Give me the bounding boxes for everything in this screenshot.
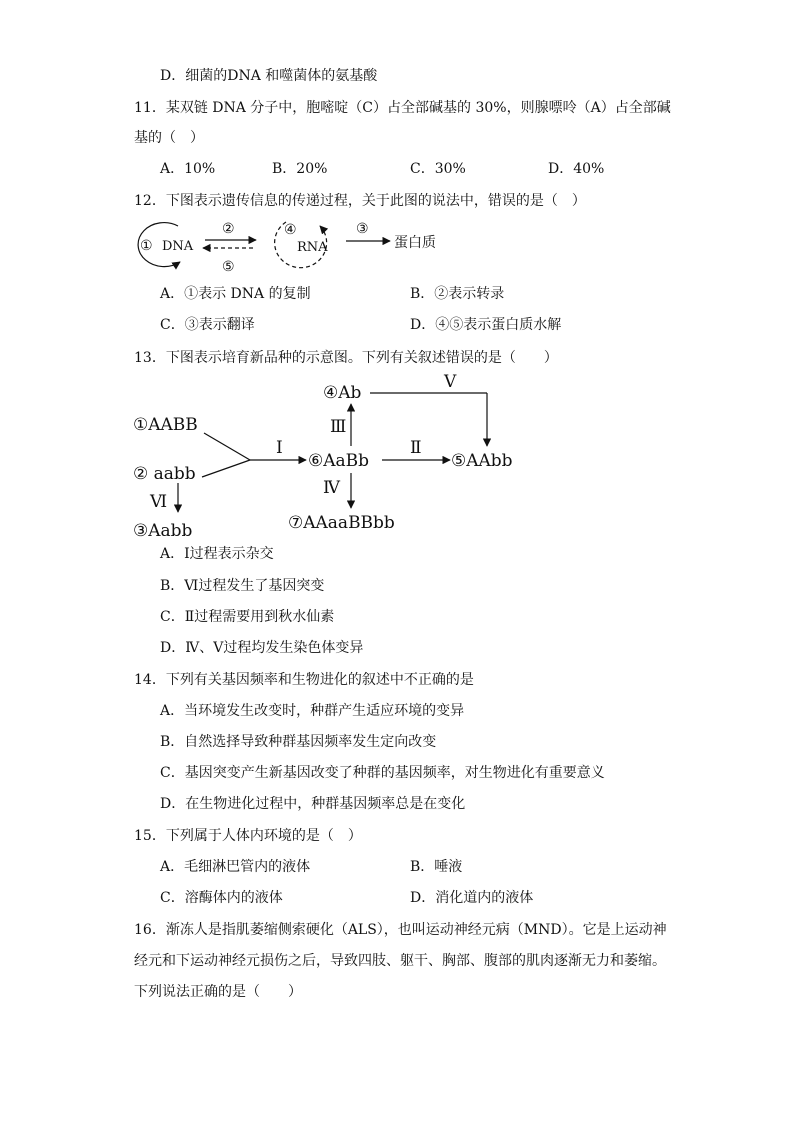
genotype-1: ①AABB xyxy=(133,415,198,435)
q11-option-c: C．30% xyxy=(410,161,466,177)
label-rna: RNA xyxy=(297,240,328,255)
process-4-label: Ⅳ xyxy=(323,478,340,498)
cross-line-bottom xyxy=(202,460,250,477)
q12-option-b: B．②表示转录 xyxy=(410,286,505,302)
q14-stem: 14．下列有关基因频率和生物进化的叙述中不正确的是 xyxy=(134,672,474,688)
q12-central-dogma-diagram xyxy=(138,221,436,275)
q14-option-c: C．基因突变产生新基因改变了种群的基因频率，对生物进化有重要意义 xyxy=(160,765,605,781)
q11-option-d: D．40% xyxy=(548,161,605,177)
genotype-6: ⑥AaBb xyxy=(308,451,370,471)
q15-option-a: A．毛细淋巴管内的液体 xyxy=(160,859,311,875)
q12-stem: 12．下图表示遗传信息的传递过程，关于此图的说法中，错误的是（ ） xyxy=(134,193,586,209)
q15-option-c: C．溶酶体内的液体 xyxy=(160,890,283,906)
label-n4: ④ xyxy=(284,222,297,238)
q15-stem: 15．下列属于人体内环境的是（ ） xyxy=(134,828,362,844)
genotype-2: ② aabb xyxy=(133,464,196,484)
q15-option-d: D．消化道内的液体 xyxy=(410,890,534,906)
genotype-5: ⑤AAbb xyxy=(451,451,513,471)
q12-option-a: A．①表示 DNA 的复制 xyxy=(160,286,311,302)
genotype-3: ③Aabb xyxy=(133,521,193,541)
q13-breeding-diagram xyxy=(133,372,513,541)
process-2-label: Ⅱ xyxy=(410,438,422,458)
q13-stem: 13．下图表示培育新品种的示意图。下列有关叙述错误的是（ ） xyxy=(134,350,558,366)
q14-option-d: D．在生物进化过程中，种群基因频率总是在变化 xyxy=(160,796,466,812)
q13-option-d: D．Ⅳ、Ⅴ过程均发生染色体变异 xyxy=(160,640,364,656)
genotype-7: ⑦AAaaBBbb xyxy=(288,513,395,533)
q12-option-c: C．③表示翻译 xyxy=(160,317,255,333)
q13-option-b: B．Ⅵ过程发生了基因突变 xyxy=(160,578,325,594)
cross-line-top xyxy=(204,433,250,460)
genotype-4: ④Ab xyxy=(323,383,362,403)
q11-option-a: A．10% xyxy=(160,161,216,177)
q10-option-d: D．细菌的DNA 和噬菌体的氨基酸 xyxy=(160,68,378,84)
q13-option-c: C．Ⅱ过程需要用到秋水仙素 xyxy=(160,609,335,625)
label-n5: ⑤ xyxy=(222,259,235,275)
q12-option-d: D．④⑤表示蛋白质水解 xyxy=(410,317,562,333)
q11-stem-line1: 11．某双链 DNA 分子中，胞嘧啶（C）占全部碱基的 30%，则腺嘌呤（A）占全部碱 xyxy=(134,100,671,116)
label-n1: ① xyxy=(140,238,153,254)
q16-stem-line2: 经元和下运动神经元损伤之后，导致四肢、躯干、胸部、腹部的肌肉逐渐无力和萎缩。 xyxy=(134,953,666,969)
label-n3: ③ xyxy=(356,221,369,237)
q14-option-b: B．自然选择导致种群基因频率发生定向改变 xyxy=(160,734,437,750)
q16-stem-line1: 16．渐冻人是指肌萎缩侧索硬化（ALS），也叫运动神经元病（MND）。它是上运动神 xyxy=(134,922,667,938)
process-6-label: Ⅵ xyxy=(150,492,168,512)
q15-option-b: B．唾液 xyxy=(410,859,463,875)
q11-stem-line2: 基的（ ） xyxy=(134,130,204,146)
process-5-label: Ⅴ xyxy=(444,372,457,392)
q11-option-b: B．20% xyxy=(272,161,328,177)
label-dna: DNA xyxy=(162,239,194,254)
q14-option-a: A．当环境发生改变时，种群产生适应环境的变异 xyxy=(160,703,465,719)
q13-option-a: A．Ⅰ过程表示杂交 xyxy=(160,546,274,562)
process-3-label: Ⅲ xyxy=(330,417,347,437)
q16-stem-line3: 下列说法正确的是（ ） xyxy=(134,984,302,1000)
label-protein: 蛋白质 xyxy=(394,235,436,251)
label-n2: ② xyxy=(222,221,235,237)
process-1-label: Ⅰ xyxy=(276,438,283,458)
